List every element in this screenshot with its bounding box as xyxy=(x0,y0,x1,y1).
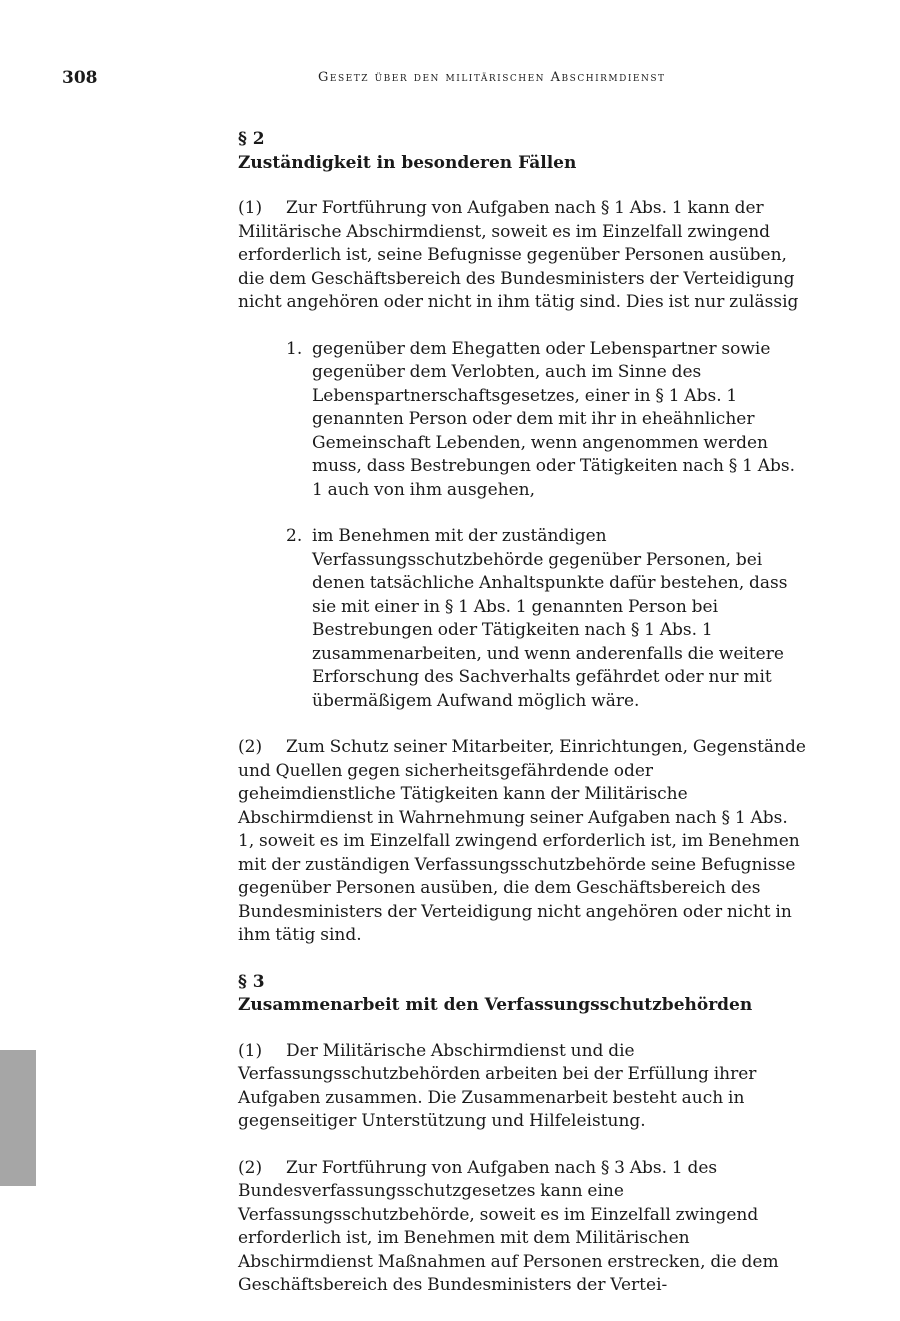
numbered-list xyxy=(286,338,806,714)
paragraph-text: Der Militärische Abschirmdienst und die Verfassungsschutzbehörden arbeiten bei der Erfüllung ihrer Aufgaben zusammen. Die Zusammenarbeit besteht auch in gegenseitiger Unterstützung und Hilfeleistung. xyxy=(238,1040,757,1131)
page-number: 308 xyxy=(62,68,98,88)
paragraph-number: (1) xyxy=(238,198,263,218)
paragraph-number: (1) xyxy=(238,1040,263,1061)
section-title: Zusammenarbeit mit den Verfassungsschutzbehörden xyxy=(238,995,753,1015)
list-item-text: im Benehmen mit der zuständigen Verfassungsschutzbehörde gegenüber Personen, bei denen tatsächliche Anhaltspunkte dafür bestehen, dass sie mit einer in § 1 Abs. 1 genannten Person bei Bestrebungen oder Tätigkeiten nach § 1 Abs. 1 zusammenarbeiten, und wenn anderenfalls die weitere Erforschung des Sachverhalts gefährdet oder nur mit übermäßigem Aufwand möglich wäre. xyxy=(312,526,788,711)
paragraph-number: (2) xyxy=(238,737,263,757)
section-2 xyxy=(238,128,806,948)
list-item xyxy=(286,525,806,713)
paragraph-number: (2) xyxy=(238,1157,263,1178)
running-head: Gesetz über den militärischen Abschirmdienst xyxy=(318,70,666,85)
section-number: § 3 xyxy=(238,971,265,992)
list-item-number: 1. xyxy=(286,338,303,359)
section-number: § 2 xyxy=(238,129,265,149)
paragraph-text: Zur Fortführung von Aufgaben nach § 3 Abs. 1 des Bundesverfassungsschutzgesetzes kann eine Verfassungsschutzbehörde, soweit es im Einzelfall zwingend erforderlich ist, im Benehmen mit dem Militärischen Abschirmdienst Maßnahmen auf Personen erstrecken, die dem Geschäftsbereich des Bundesministers der Vertei- xyxy=(238,1157,779,1295)
list-item-text: gegenüber dem Ehegatten oder Lebenspartner sowie gegenüber dem Verlobten, auch im Sinne des Lebenspartnerschaftsgesetzes, einer in § 1 Abs. 1 genannten Person oder dem mit ihr in eheähnlicher Gemeinschaft Lebenden, wenn angenommen werden muss, dass Bestrebungen oder Tätigkeiten nach § 1 Abs. 1 auch von ihm ausgehen, xyxy=(312,338,796,500)
section-3 xyxy=(238,971,806,1298)
page-content xyxy=(238,128,806,1321)
paragraph-text: Zur Fortführung von Aufgaben nach § 1 Abs. 1 kann der Militärische Abschirmdienst, soweit es im Einzelfall zwingend erforderlich ist, seine Befugnisse gegenüber Personen ausüben, die dem Geschäftsbereich des Bundesministers der Verteidigung nicht angehören oder nicht in ihm tätig sind. Dies ist nur zulässig xyxy=(238,198,799,312)
list-item xyxy=(286,338,806,503)
list-item-number: 2. xyxy=(286,526,303,546)
paragraph xyxy=(238,1040,806,1134)
paragraph xyxy=(238,736,806,948)
paragraph xyxy=(238,197,806,315)
thumb-index-tab xyxy=(0,1050,36,1186)
paragraph-text: Zum Schutz seiner Mitarbeiter, Einrichtungen, Gegenstände und Quellen gegen sicherheitsgefährdende oder geheimdienstliche Tätigkeiten kann der Militärische Abschirmdienst in Wahrnehmung seiner Aufgaben nach § 1 Abs. 1, soweit es im Einzelfall zwingend erforderlich ist, im Benehmen mit der zuständigen Verfassungsschutzbehörde seine Befugnisse gegenüber Personen ausüben, die dem Geschäftsbereich des Bundesministers der Verteidigung nicht angehören oder nicht in ihm tätig sind. xyxy=(238,737,806,945)
section-title: Zuständigkeit in besonderen Fällen xyxy=(238,152,577,173)
paragraph xyxy=(238,1157,806,1298)
